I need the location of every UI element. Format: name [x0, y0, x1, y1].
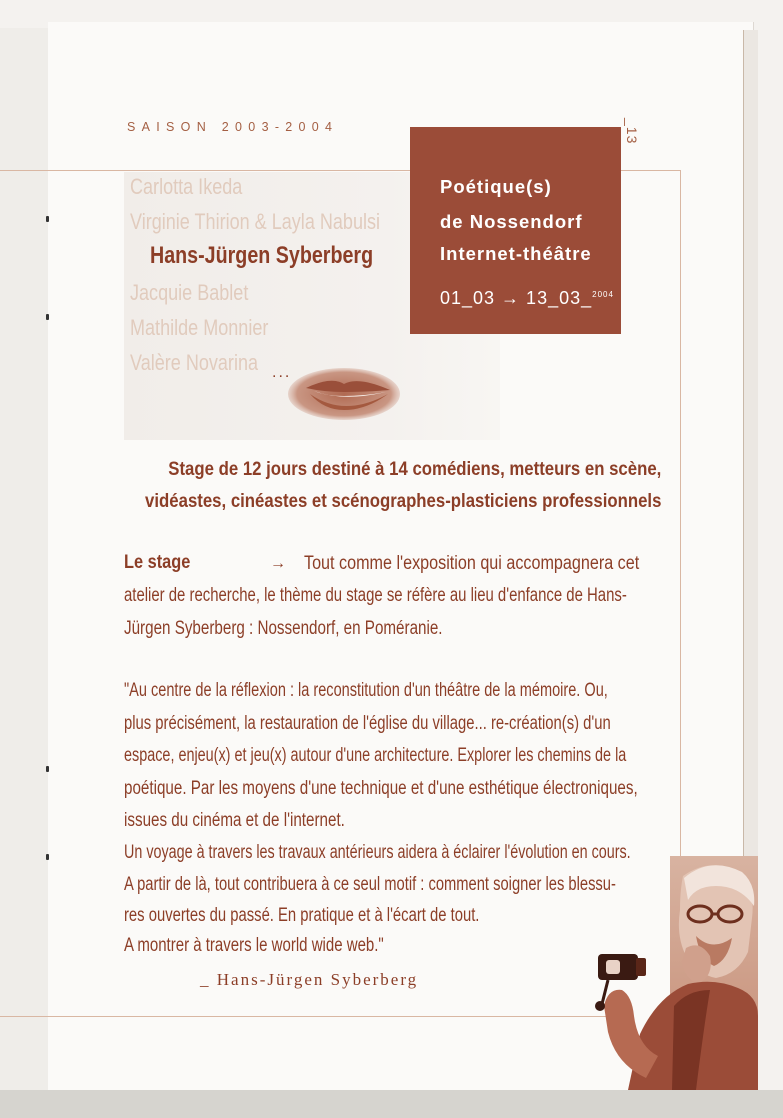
event-year: 2004: [592, 290, 614, 299]
artist-name: Carlotta Ikeda: [130, 174, 243, 199]
stage-heading: Le stage: [124, 552, 191, 573]
lips-image: [286, 362, 402, 422]
binding-staple: [46, 314, 49, 320]
quote-line: res ouvertes du passé. En pratique et à l'écart de tout.: [124, 905, 480, 926]
event-title: Poétique(s): [440, 176, 552, 197]
artist-name-highlighted: Hans-Jürgen Syberberg: [150, 242, 374, 269]
quote-line: issues du cinéma et de l'internet.: [124, 810, 345, 831]
event-type: Internet-théâtre: [440, 243, 592, 264]
quote-line: plus précisément, la restauration de l'église du village... re-création(s) d'un: [124, 713, 611, 734]
arrow-icon: →: [270, 555, 286, 572]
event-dates: [440, 288, 614, 309]
quote-line: "Au centre de la réflexion : la reconstitution d'un théâtre de la mémoire. Ou,: [124, 680, 608, 701]
binding-staple: [46, 766, 49, 772]
quote-line: A montrer à travers le world wide web.": [124, 935, 384, 956]
portrait-photo: [588, 856, 758, 1090]
ellipsis-dots: ...: [272, 364, 292, 381]
stage-text-line: atelier de recherche, le thème du stage se réfère au lieu d'enfance de Hans-: [124, 585, 627, 606]
rule-right: [680, 170, 681, 870]
quote-line: Un voyage à travers les travaux antérieurs aidera à éclairer l'évolution en cours.: [124, 842, 631, 863]
stage-text-line: Tout comme l'exposition qui accompagnera cet: [304, 553, 640, 574]
page-number: _13: [624, 118, 640, 145]
binding-staple: [46, 854, 49, 860]
quote-line: espace, enjeu(x) et jeu(x) autour d'une architecture. Explorer les chemins de la: [124, 745, 627, 766]
rule-bottom: [0, 1016, 620, 1017]
intro-line: Stage de 12 jours destiné à 14 comédiens, metteurs en scène,: [167, 458, 661, 480]
artist-name: Virginie Thirion & Layla Nabulsi: [130, 209, 381, 234]
quote-line: poétique. Par les moyens d'une technique et d'une esthétique électroniques,: [124, 778, 638, 799]
artist-name: Valère Novarina: [130, 350, 259, 375]
artist-name: Mathilde Monnier: [130, 315, 269, 340]
artist-name: Jacquie Bablet: [130, 280, 249, 305]
quote-signature: _ Hans-Jürgen Syberberg: [200, 970, 419, 989]
intro-line: vidéastes, cinéastes et scénographes-plasticiens professionnels: [144, 490, 661, 512]
event-box: [410, 127, 621, 334]
scan-background: [0, 1090, 783, 1118]
quote-line: A partir de là, tout contribuera à ce seul motif : comment soigner les blessu-: [124, 874, 616, 895]
previous-page-edge: [0, 28, 49, 1090]
event-subtitle: de Nossendorf: [440, 211, 583, 232]
season-label: SAISON 2003-2004: [127, 120, 339, 134]
event-date-range: 01_03 → 13_03_: [440, 288, 593, 308]
stage-text-line: Jürgen Syberberg : Nossendorf, en Poméranie.: [124, 618, 443, 639]
binding-staple: [46, 216, 49, 222]
